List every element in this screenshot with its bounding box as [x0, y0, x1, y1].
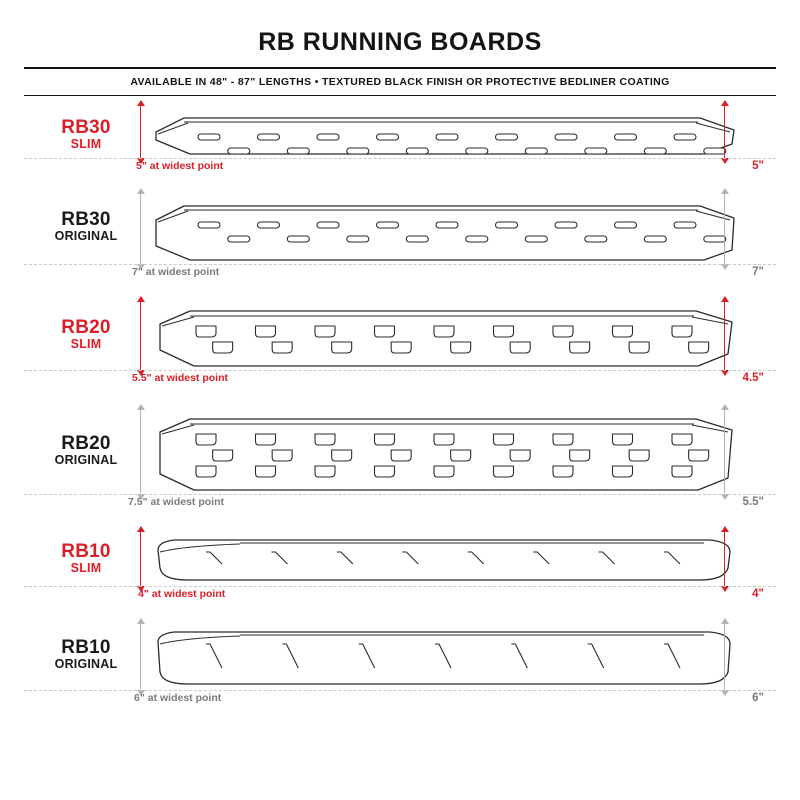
- product-name: RB10: [61, 541, 111, 562]
- product-name: RB30: [61, 209, 111, 230]
- widest-point-label: 6" at widest point: [134, 692, 222, 704]
- height-label: 7": [752, 266, 764, 278]
- right-height-measure: [724, 532, 725, 586]
- product-name: RB20: [61, 317, 111, 338]
- widest-point-label: 5" at widest point: [136, 160, 224, 172]
- widest-point-label: 4" at widest point: [138, 588, 226, 600]
- product-variant: ORIGINAL: [54, 453, 118, 468]
- running-board-illustration: [144, 300, 744, 372]
- baseline-guide: [24, 494, 776, 495]
- right-height-measure: [724, 106, 725, 158]
- measure-arrow-up-icon: [137, 404, 145, 410]
- widest-point-label: 5.5" at widest point: [132, 372, 228, 384]
- left-height-measure: [140, 302, 141, 370]
- product-label: [32, 210, 140, 244]
- subtitle-divider: [24, 95, 776, 96]
- height-label: 5": [752, 160, 764, 172]
- product-variant: SLIM: [70, 561, 102, 576]
- right-height-measure: [724, 302, 725, 370]
- baseline-guide: [24, 690, 776, 691]
- left-height-measure: [140, 410, 141, 494]
- product-row: [24, 100, 776, 178]
- measure-arrow-up-icon: [721, 296, 729, 302]
- height-label: 5.5": [742, 496, 764, 508]
- measure-arrow-up-icon: [137, 296, 145, 302]
- measure-arrow-up-icon: [721, 526, 729, 532]
- header: [24, 0, 776, 96]
- measure-arrow-up-icon: [721, 100, 729, 106]
- running-board-illustration: [144, 104, 744, 160]
- height-label: 4": [752, 588, 764, 600]
- running-board-illustration: [144, 192, 744, 266]
- measure-arrow-up-icon: [721, 618, 729, 624]
- widest-point-label: 7.5" at widest point: [128, 496, 224, 508]
- product-row: [24, 188, 776, 284]
- left-height-measure: [140, 532, 141, 586]
- product-row: [24, 618, 776, 710]
- product-name: RB20: [61, 433, 111, 454]
- baseline-guide: [24, 264, 776, 265]
- product-label: [32, 638, 140, 672]
- baseline-guide: [24, 370, 776, 371]
- running-board-illustration: [144, 622, 744, 692]
- product-row: [24, 296, 776, 392]
- measure-arrow-up-icon: [137, 526, 145, 532]
- height-label: 4.5": [742, 372, 764, 384]
- running-board-illustration: [144, 408, 744, 496]
- measure-arrow-up-icon: [137, 188, 145, 194]
- widest-point-label: 7" at widest point: [132, 266, 220, 278]
- product-variant: SLIM: [70, 337, 102, 352]
- left-height-measure: [140, 194, 141, 264]
- right-height-measure: [724, 624, 725, 690]
- running-board-illustration: [144, 530, 744, 588]
- right-height-measure: [724, 194, 725, 264]
- product-variant: SLIM: [70, 137, 102, 152]
- product-label: [32, 542, 140, 576]
- baseline-guide: [24, 586, 776, 587]
- product-name: RB30: [61, 117, 111, 138]
- right-height-measure: [724, 410, 725, 494]
- measure-arrow-up-icon: [137, 618, 145, 624]
- measure-arrow-up-icon: [721, 404, 729, 410]
- left-height-measure: [140, 106, 141, 158]
- product-label: [32, 318, 140, 352]
- measure-arrow-up-icon: [721, 188, 729, 194]
- measure-arrow-up-icon: [137, 100, 145, 106]
- baseline-guide: [24, 158, 776, 159]
- product-row: [24, 404, 776, 514]
- product-label: [32, 434, 140, 468]
- left-height-measure: [140, 624, 141, 690]
- page-title: RB RUNNING BOARDS: [258, 28, 542, 56]
- product-variant: ORIGINAL: [54, 229, 118, 244]
- product-label: [32, 118, 140, 152]
- product-name: RB10: [61, 637, 111, 658]
- product-variant: ORIGINAL: [54, 657, 118, 672]
- height-label: 6": [752, 692, 764, 704]
- header-subtitle: AVAILABLE IN 48" - 87" LENGTHS • TEXTURED BLACK FINISH OR PROTECTIVE BEDLINER COATING: [130, 76, 670, 88]
- product-row: [24, 526, 776, 606]
